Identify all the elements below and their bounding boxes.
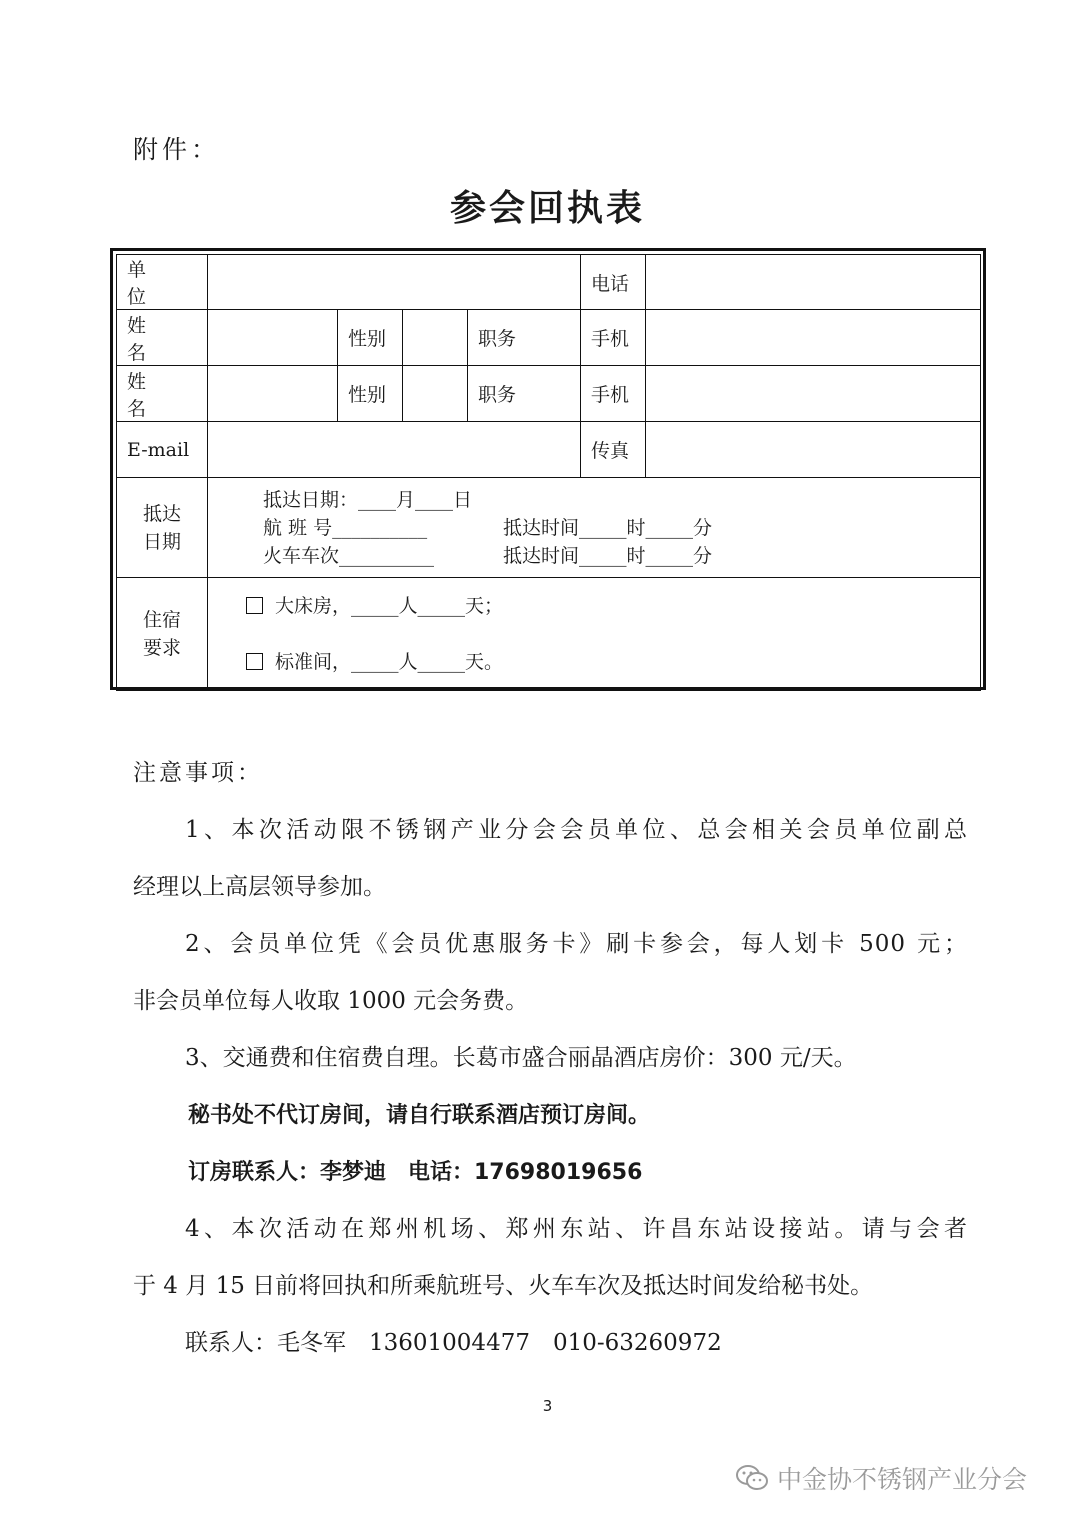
note-item-2: 2、会员单位凭《会员优惠服务卡》刷卡参会，每人划卡 500 元； — [185, 931, 968, 957]
name-field[interactable] — [208, 310, 338, 366]
fax-label: 传真 — [581, 422, 646, 478]
email-label: E-mail — [117, 422, 208, 478]
arrival-info[interactable] — [208, 478, 981, 578]
king-room-option[interactable]: 大床房，_____人_____天； — [246, 578, 980, 634]
train-arrival-time: 抵达时间_____时_____分 — [503, 544, 713, 567]
note-item-3: 3、交通费和住宿费自理。长葛市盛合丽晶酒店房价：300 元/天。 — [185, 1045, 857, 1071]
booking-contact: 订房联系人：李梦迪 电话：17698019656 — [188, 1160, 643, 1185]
receipt-form — [110, 248, 986, 690]
mobile-label: 手机 — [581, 310, 646, 366]
watermark — [735, 1460, 1027, 1496]
checkbox[interactable] — [246, 653, 263, 670]
table-row — [117, 578, 981, 691]
table-row — [117, 310, 981, 366]
name-label: 姓 名 — [117, 310, 208, 366]
unit-label: 单 位 — [117, 255, 208, 310]
standard-room-option[interactable]: 标准间，_____人_____天。 — [246, 634, 980, 690]
phone-field[interactable] — [646, 255, 981, 310]
gender-field[interactable] — [403, 310, 468, 366]
notes-heading: 注意事项： — [133, 760, 263, 786]
mobile-field[interactable] — [646, 310, 981, 366]
flight-line — [263, 514, 980, 542]
page-title: 参会回执表 — [449, 188, 645, 229]
lodging-options — [208, 578, 981, 691]
position-label: 职务 — [468, 366, 581, 422]
lodging-label: 住宿 要求 — [117, 578, 208, 691]
email-field[interactable] — [208, 422, 581, 478]
gender-label: 性别 — [338, 310, 403, 366]
notes-section — [133, 745, 968, 1372]
train-line — [263, 542, 980, 570]
name-label: 姓 名 — [117, 366, 208, 422]
arrival-label: 抵达 日期 — [117, 478, 208, 578]
table-row — [117, 366, 981, 422]
flight-arrival-time: 抵达时间_____时_____分 — [503, 516, 713, 539]
attachment-label: 附件： — [133, 135, 221, 164]
contact-line: 联系人：毛冬军 13601004477 010-63260972 — [185, 1330, 722, 1356]
booking-notice: 秘书处不代订房间，请自行联系酒店预订房间。 — [188, 1103, 651, 1128]
note-item-2-cont: 非会员单位每人收取 1000 元会务费。 — [133, 988, 529, 1014]
note-item-1: 1、本次活动限不锈钢产业分会会员单位、总会相关会员单位副总 — [185, 817, 968, 843]
flight-number: 航 班 号__________ — [263, 516, 428, 539]
phone-label: 电话 — [581, 255, 646, 310]
note-item-4-cont: 于 4 月 15 日前将回执和所乘航班号、火车车次及抵达时间发给秘书处。 — [133, 1273, 874, 1299]
gender-label: 性别 — [338, 366, 403, 422]
receipt-table — [116, 254, 981, 691]
mobile-label: 手机 — [581, 366, 646, 422]
watermark-text: 中金协不锈钢产业分会 — [777, 1465, 1028, 1494]
table-row — [117, 255, 981, 310]
position-label: 职务 — [468, 310, 581, 366]
mobile-field[interactable] — [646, 366, 981, 422]
note-item-4: 4、本次活动在郑州机场、郑州东站、许昌东站设接站。请与会者 — [185, 1216, 968, 1242]
fax-field[interactable] — [646, 422, 981, 478]
gender-field[interactable] — [403, 366, 468, 422]
table-row — [117, 478, 981, 578]
unit-field[interactable] — [208, 255, 581, 310]
name-field[interactable] — [208, 366, 338, 422]
wechat-icon — [735, 1463, 769, 1493]
arrival-date-line: 抵达日期：____月____日 — [263, 488, 473, 511]
table-row — [117, 422, 981, 478]
train-number: 火车车次__________ — [263, 544, 435, 567]
page-number: 3 — [542, 1397, 553, 1415]
checkbox[interactable] — [246, 597, 263, 614]
note-item-1-cont: 经理以上高层领导参加。 — [133, 874, 386, 900]
